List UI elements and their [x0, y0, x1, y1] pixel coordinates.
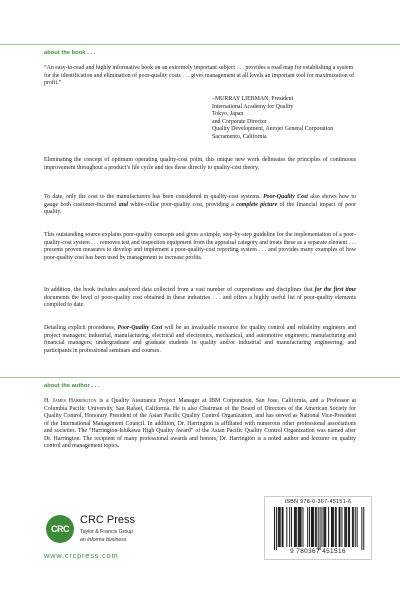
barcode-bar	[274, 507, 275, 550]
barcode-bar	[341, 507, 342, 547]
publisher-tagline: an informa business	[80, 537, 127, 543]
barcode-bar	[280, 507, 281, 547]
barcode-bar	[352, 507, 353, 547]
attribution-line: –MURRAY LIEBMAN, President	[212, 96, 294, 102]
book-paragraph-1: Eliminating the concept of optimum operating quality-cost point, this unique new work delineates the principles of continuous improvement throughout a product’s life cycle and ties these directly to quality-cost theory.	[44, 157, 356, 171]
barcode-bar	[301, 507, 302, 547]
top-rule	[0, 44, 400, 45]
barcode-bar	[312, 507, 313, 547]
barcode-bar	[320, 507, 321, 550]
barcode-bar	[286, 507, 287, 547]
barcode-bar	[289, 507, 290, 547]
attribution-line: Quality Development, Aerojet General Corporation	[212, 126, 334, 132]
endorsement-quote: “An easy-to-read and highly informative book on an extremely important subject . . . provides a road map for establishing a system for the identification and elimination of poor-quality costs . . . gives management at all levels an important tool for maximization of profit.”	[44, 65, 355, 86]
barcode-bar	[340, 507, 341, 547]
book-paragraph-2: To date, only the cost to the manufacturers has been considered in quality-cost systems. Poor-Quality Cost also shows how to gauge both customer-incurred and white-collar poor-quality cost, providing a complete picture of the financial impact of poor quality.	[44, 194, 356, 215]
middle-rule	[0, 377, 400, 378]
about-author-heading: about the author . . .	[44, 383, 100, 389]
barcode-bar	[291, 507, 292, 547]
barcode-panel	[264, 496, 372, 560]
barcode-bar	[328, 507, 329, 547]
barcode-bar	[303, 507, 304, 547]
barcode-bar	[353, 507, 354, 547]
barcode-bar	[309, 507, 310, 547]
book-paragraph-3: This outstanding source explains poor-quality concepts and gives a simple, step-by-step guideline for the implementation of a poor-quality-cost system . . . removes test and inspection equipment from the appraisal category and treats these as a separate element . . . presents proven measures to develop and implement a poor-quality-cost reporting system . . . and provides many examples of how poor-quality cost has been used by management to increase profits.	[44, 232, 356, 261]
barcode-bar	[349, 507, 350, 547]
author-name: H. James Harrington	[44, 398, 97, 404]
barcode-bar	[300, 507, 301, 547]
barcode-bar	[283, 507, 284, 547]
barcode-bar	[324, 507, 325, 547]
publisher-url: www.crcpress.com	[44, 551, 119, 560]
publisher-group: Taylor & Francis Group	[80, 529, 134, 535]
barcode-bar	[315, 507, 316, 547]
barcode-bar	[345, 507, 346, 547]
barcode-bar	[346, 507, 347, 547]
barcode-bar	[311, 507, 312, 547]
barcode-bar	[295, 507, 296, 547]
barcode-bar	[296, 507, 297, 547]
barcode-bar	[361, 507, 362, 550]
barcode-bar	[331, 507, 332, 547]
attribution-line: Tokyo, Japan	[212, 111, 244, 117]
barcode-bar	[336, 507, 337, 547]
barcode-bar	[325, 507, 326, 547]
barcode-bar	[322, 507, 323, 547]
attribution-line: Sacramento, California	[212, 133, 267, 140]
barcode-bar	[348, 507, 349, 547]
attribution-line: and Corporate Director	[212, 118, 267, 125]
barcode-bar	[279, 507, 280, 547]
barcode-bar	[278, 507, 279, 547]
barcode-bar	[339, 507, 340, 547]
barcode-bar	[363, 507, 364, 550]
about-book-heading: about the book . . .	[44, 50, 96, 56]
barcode-bar	[357, 507, 358, 547]
barcode-bar	[318, 507, 319, 550]
barcode-bar	[299, 507, 300, 547]
barcode-bar	[313, 507, 314, 547]
barcode-bar	[298, 507, 299, 547]
attribution-line: International Academy for Quality	[212, 103, 294, 110]
book-paragraph-4: In addition, the book includes analyzed data collected from a vast number of corporations and disciplines that for the first time documents the level of poor-quality cost obtained in these industries . . . and offers a highly useful list of poor-quality elements compiled to date.	[44, 287, 356, 308]
barcode-bar	[307, 507, 308, 547]
barcode-bar	[355, 507, 356, 547]
barcode-bar	[294, 507, 295, 547]
book-paragraph-5: Detailing explicit procedures, Poor-Quality Cost will be an invaluable resource for quality control and reliability engineers and project managers; industrial, manufacturing, electrical and electronics, mechanical, and automotive engineers; manufacturing and financial managers; undergraduate and graduate students in quality and/or industrial and manufacturing engineering; and participants in professional seminars and courses.	[44, 325, 356, 354]
barcode-digits: 9 780367 451516	[290, 548, 346, 555]
endorsement-attribution	[212, 96, 372, 141]
barcode-bar	[316, 507, 317, 547]
barcode-bar	[333, 507, 334, 547]
barcode-bar	[323, 507, 324, 547]
barcode-bar	[276, 507, 277, 550]
publisher-name: CRC Press	[80, 514, 136, 526]
barcode-bar	[282, 507, 283, 547]
crc-logo-icon: CRC	[46, 515, 74, 543]
isbn-label: ISBN 978-0-367-45151-6	[284, 499, 352, 505]
barcode-bar	[332, 507, 333, 547]
barcode-bar	[335, 507, 336, 547]
author-bio: H. James Harrington is a Quality Assurance Project Manager at IBM Corporation, San Jose, California, and a Professor at Columbia Pacific University, San Rafael, California. He is also Chairman of the Board of Directors of the American Society for Quality Control, Honorary President of the Asian Pacific Quality Control Organization, and has served as National Vice-President of the International Management Council. In addition, Dr. Harrington is affiliated with numerous other professional associations and societies. The “Harrington-Ishikawa High Quality Award” of the Asian Pacific Quality Control Organization was named after Dr. Harrington. The recipient of many professional awards and honors, Dr. Harrington is a noted author and lecturer on quality control and management topics.	[44, 398, 356, 449]
barcode-bar	[344, 507, 345, 547]
